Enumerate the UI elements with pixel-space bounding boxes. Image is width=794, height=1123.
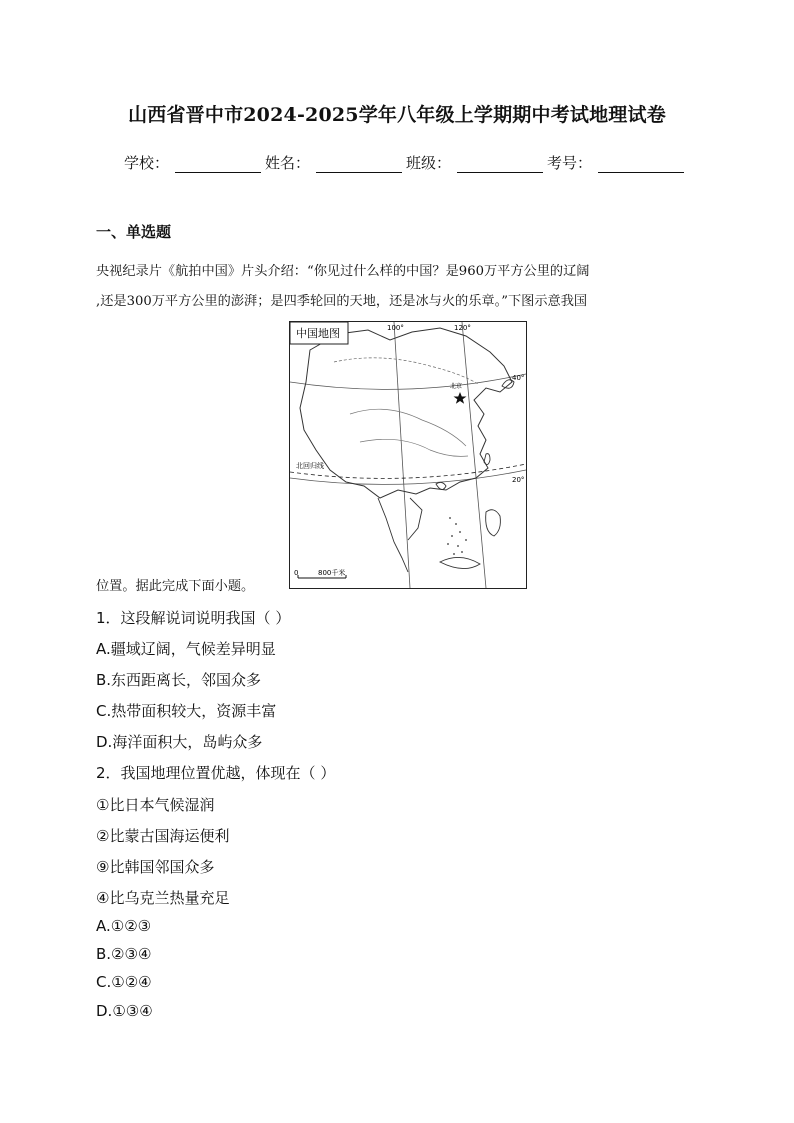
school-label: 学校： xyxy=(124,154,170,172)
question-2-option-c: C.①②④ xyxy=(96,973,152,991)
question-2-option-b: B.②③④ xyxy=(96,945,152,963)
number-blank xyxy=(598,155,684,173)
question-1-stem: 1．这段解说词说明我国（ ） xyxy=(96,609,291,627)
river-yangtze xyxy=(360,439,468,456)
stem-line-3: 位置。据此完成下面小题。 xyxy=(96,579,255,594)
parallel-20 xyxy=(290,470,526,484)
parallel-40 xyxy=(290,374,526,389)
philippines-islands xyxy=(486,510,501,536)
stem-line-1: 央视纪录片《航拍中国》片头介绍：“你见过什么样的中国？是960万平方公里的辽阔 xyxy=(96,264,590,279)
stem-line-2: ,还是300万平方公里的澎湃；是四季轮回的天地，还是冰与火的乐章。”下图示意我国 xyxy=(96,294,588,309)
question-2-option-d: D.①③④ xyxy=(96,1002,153,1020)
south-sea-islands xyxy=(447,517,467,555)
borneo-island xyxy=(440,557,480,568)
beijing-star-icon xyxy=(454,392,467,404)
mainland-outline xyxy=(300,328,512,498)
scale-label: 800千米 xyxy=(318,569,346,577)
school-blank xyxy=(175,155,261,173)
class-blank xyxy=(457,155,543,173)
student-info-line xyxy=(124,152,688,173)
china-map-svg xyxy=(290,322,526,588)
question-1-option-c: C.热带面积较大，资源丰富 xyxy=(96,702,277,720)
lon-120-label: 120° xyxy=(454,324,471,332)
beijing-label: 北京 xyxy=(450,383,463,390)
taiwan-island xyxy=(484,454,490,465)
meridian-100 xyxy=(394,322,410,588)
lat-40-label: 40° xyxy=(512,374,525,382)
china-map-figure xyxy=(289,321,527,589)
meridian-120 xyxy=(462,322,486,588)
vietnam-coast xyxy=(408,498,422,540)
exam-title: 山西省晋中市2024-2025学年八年级上学期期中考试地理试卷 xyxy=(128,104,666,126)
section-heading: 一、单选题 xyxy=(96,223,172,241)
question-2-option-a: A.①②③ xyxy=(96,917,152,935)
map-title: 中国地图 xyxy=(296,327,340,340)
question-2-statement-1: ①比日本气候湿润 xyxy=(96,796,215,814)
northern-border xyxy=(334,358,478,384)
question-2-statement-4: ④比乌克兰热量充足 xyxy=(96,889,230,907)
lon-100-label: 100° xyxy=(387,324,404,332)
class-label: 班级： xyxy=(406,154,452,172)
indochina-coast xyxy=(378,498,408,572)
scale-zero-label: 0 xyxy=(294,569,299,577)
name-label: 姓名： xyxy=(265,154,311,172)
question-2-statement-2: ②比蒙古国海运便利 xyxy=(96,827,230,845)
tropic-label: 北回归线 xyxy=(296,462,324,470)
question-1-option-b: B.东西距离长，邻国众多 xyxy=(96,671,262,689)
lat-20-label: 20° xyxy=(512,476,525,484)
name-blank xyxy=(316,155,402,173)
question-2-stem: 2．我国地理位置优越，体现在（ ） xyxy=(96,764,336,782)
question-1-option-d: D.海洋面积大，岛屿众多 xyxy=(96,733,263,751)
question-2-statement-3: ⑨比韩国邻国众多 xyxy=(96,858,215,876)
question-1-option-a: A.疆域辽阔，气候差异明显 xyxy=(96,640,276,658)
number-label: 考号： xyxy=(547,154,593,172)
